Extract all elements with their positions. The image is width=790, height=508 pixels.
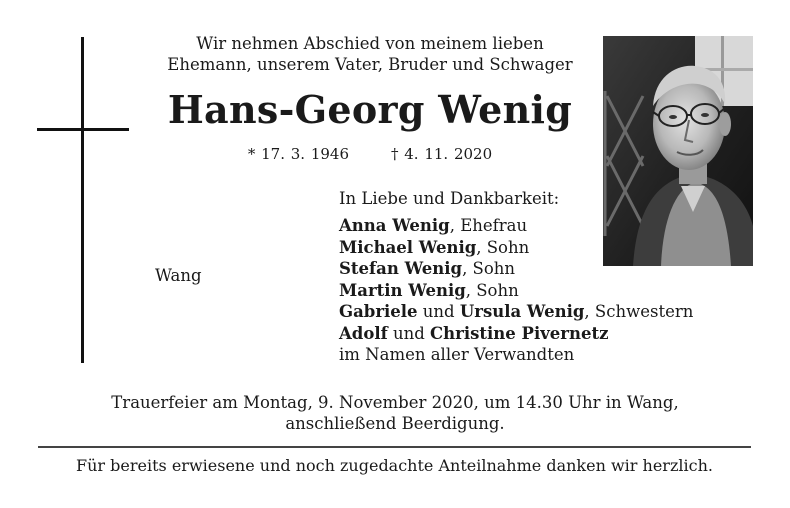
intro-line-2: Ehemann, unserem Vater, Bruder und Schwager [167,55,573,74]
intro-line-1: Wir nehmen Abschied von meinem lieben [196,34,544,53]
mourner-row [339,301,693,323]
mourner-suffix-text: , Sohn [476,237,530,257]
mourner-bold-text: Michael Wenig [339,237,477,257]
death-date: † 4. 11. 2020 [391,145,493,163]
mourner-bold-text: Gabriele [339,302,418,321]
deceased-name: Hans-Georg Wenig [167,87,573,132]
thanks-heading: In Liebe und Dankbarkeit: [339,189,560,208]
divider-line [38,446,751,448]
mourner-bold-text: Anna Wenig [339,216,450,235]
mourner-suffix-text: , Sohn [462,259,516,278]
mourner-mid-text: im Namen aller Verwandten [339,345,575,364]
portrait-photo [603,36,753,266]
mourner-bold-text: Martin Wenig [339,280,466,300]
mourner-row [339,280,693,302]
life-dates [140,143,600,165]
mourner-mid-text: und [417,302,460,321]
birth-date: * 17. 3. 1946 [247,145,349,163]
service-line-2: anschließend Beerdigung. [285,414,505,433]
cross-horizontal-bar [37,128,129,131]
mourner-suffix-text: , Ehefrau [449,216,528,235]
mourner-bold-text: Christine Pivernetz [430,323,609,343]
mourner-row [339,344,693,366]
mourner-bold-text: Adolf [339,323,388,343]
footer-thanks: Für bereits erwiesene und noch zugedachte Anteilnahme danken wir herzlich. [76,456,713,475]
cross-vertical-bar [81,37,84,363]
funeral-service-info [40,392,750,434]
mourner-mid-text: und [387,323,431,343]
mourner-row [339,323,693,345]
mourner-suffix-text: , Sohn [465,280,519,300]
place-name: Wang [155,266,202,285]
service-line-1: Trauerfeier am Montag, 9. November 2020, um 14.30 Uhr in Wang, [111,393,679,412]
mourner-bold-text: Stefan Wenig [339,259,463,278]
intro-text [140,33,600,75]
mourner-suffix-text: , Schwestern [584,302,694,321]
mourner-bold-text: Ursula Wenig [459,302,585,321]
